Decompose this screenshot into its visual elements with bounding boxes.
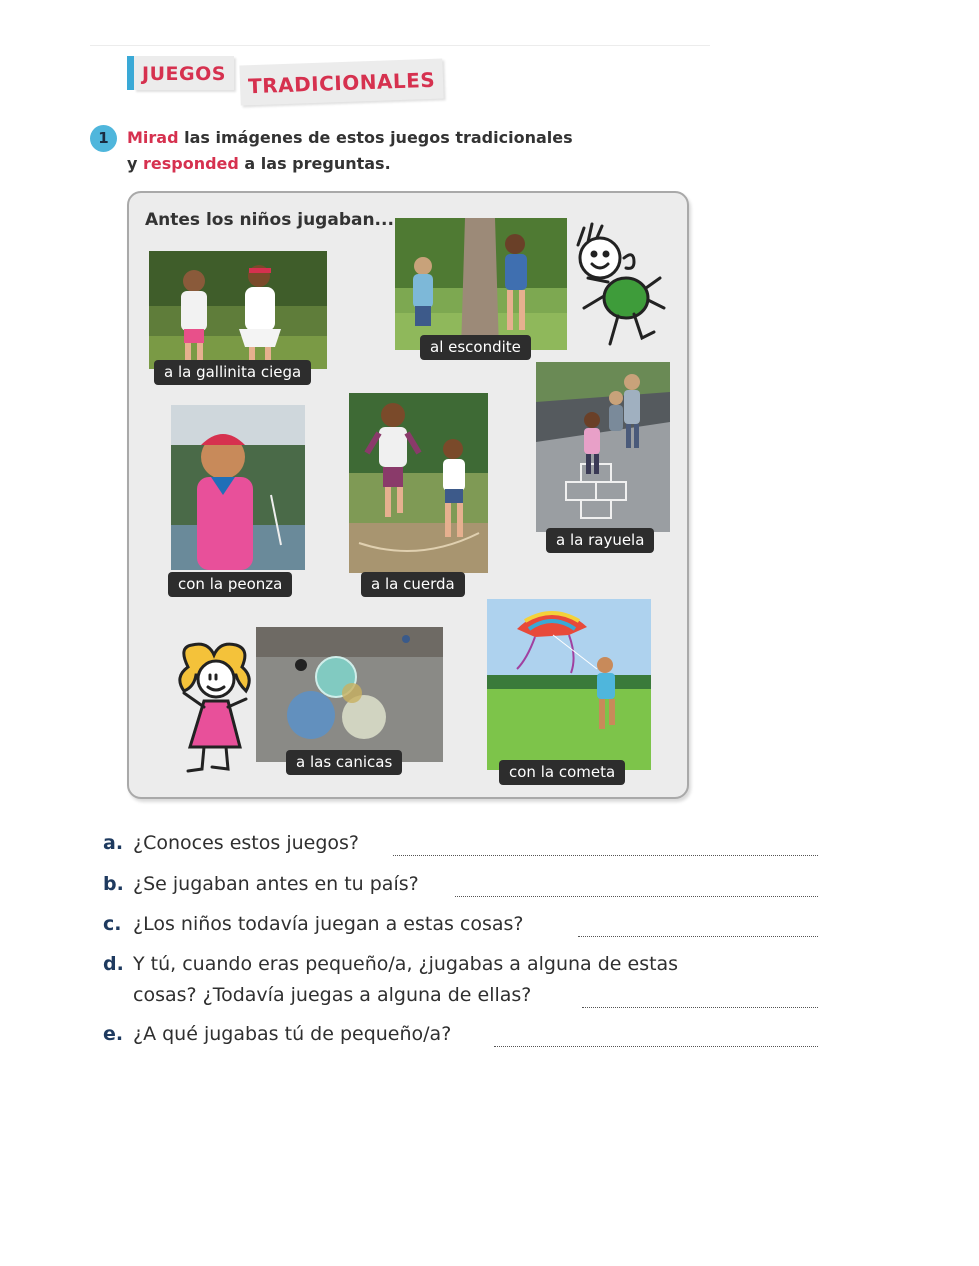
photo-cuerda <box>349 393 488 573</box>
photo-peonza <box>171 405 305 570</box>
caption-canicas: a las canicas <box>286 750 402 775</box>
question-text: Y tú, cuando eras pequeño/a, ¿jugabas a alguna de estas <box>133 953 679 975</box>
answer-line-e[interactable] <box>494 1046 818 1047</box>
question-d-continued: cosas? ¿Todavía juegas a alguna de ellas? <box>133 984 532 1006</box>
question-letter: b. <box>103 873 124 895</box>
photo-cometa <box>487 599 651 770</box>
answer-line-d[interactable] <box>582 1007 818 1008</box>
caption-cometa: con la cometa <box>499 760 625 785</box>
instruction-line-1 <box>127 128 573 147</box>
caption-cuerda: a la cuerda <box>361 572 465 597</box>
top-rule <box>90 45 710 46</box>
exercise-number: 1 <box>90 125 117 152</box>
question-text: ¿Se jugaban antes en tu país? <box>133 873 419 895</box>
instruction-text-1: las imágenes de estos juegos tradicionales <box>178 128 573 147</box>
caption-escondite: al escondite <box>420 335 531 360</box>
photo-gallinita-ciega <box>149 251 327 369</box>
question-a <box>103 832 359 854</box>
question-text: ¿Los niños todavía juegan a estas cosas? <box>133 913 524 935</box>
title-word-1: JUEGOS <box>134 56 234 90</box>
caption-gallinita: a la gallinita ciega <box>154 360 311 385</box>
photo-rayuela <box>536 362 670 532</box>
doodle-girl-illustration <box>168 637 260 779</box>
instruction-verb-1: Mirad <box>127 128 179 147</box>
photo-canicas <box>256 627 443 762</box>
question-d <box>103 953 678 975</box>
title-accent-bar <box>127 56 134 90</box>
question-c <box>103 913 524 935</box>
doodle-boy-illustration <box>568 220 668 350</box>
instruction-verb-2: responded <box>143 154 239 173</box>
question-letter: c. <box>103 913 122 935</box>
caption-rayuela: a la rayuela <box>546 528 654 553</box>
question-letter: a. <box>103 832 124 854</box>
question-letter: e. <box>103 1023 124 1045</box>
question-e <box>103 1023 451 1045</box>
instruction-start-2: y <box>127 154 143 173</box>
instruction-text-2: a las preguntas. <box>238 154 391 173</box>
caption-peonza: con la peonza <box>168 572 292 597</box>
instruction-line-2 <box>127 154 391 173</box>
title-word-2: TRADICIONALES <box>239 58 443 105</box>
photo-escondite <box>395 218 567 350</box>
answer-line-a[interactable] <box>393 855 818 856</box>
answer-line-b[interactable] <box>455 896 818 897</box>
answer-line-c[interactable] <box>578 936 818 937</box>
question-text: ¿A qué jugabas tú de pequeño/a? <box>133 1023 452 1045</box>
panel-heading: Antes los niños jugaban... <box>145 210 394 230</box>
question-b <box>103 873 419 895</box>
question-letter: d. <box>103 953 124 975</box>
question-text: ¿Conoces estos juegos? <box>133 832 359 854</box>
